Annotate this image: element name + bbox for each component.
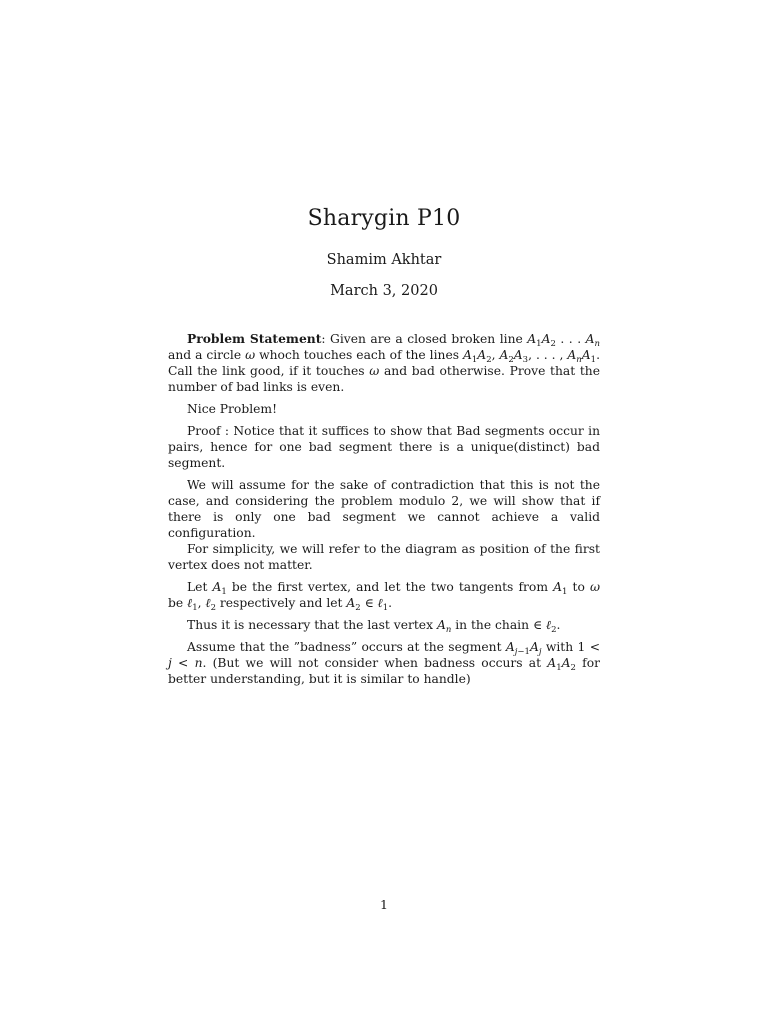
paper-author: Shamim Akhtar <box>326 252 442 268</box>
paper-body <box>168 331 600 687</box>
nice-problem-paragraph: Nice Problem! <box>187 402 278 416</box>
simplicity-paragraph: For simplicity, we will refer to the diagram as position of the first vertex does not matter. <box>168 542 600 572</box>
problem-statement-label: Problem Statement <box>187 331 322 346</box>
contradiction-paragraph: We will assume for the sake of contradiction that this is not the case, and considering the problem modulo 2, we will show that if there is only one bad segment we cannot achieve a valid configuration. <box>168 478 600 540</box>
paper-title: Sharygin P10 <box>307 206 461 231</box>
last-vertex-paragraph: Thus it is necessary that the last vertex $A_n$ in the chain ∈ ℓ$_2$. <box>187 618 561 635</box>
page-number: 1 <box>380 897 388 912</box>
proof-paragraph: Proof : Notice that it suffices to show that Bad segments occur in pairs, hence for one bad segment there is a unique(distinct) bad segment. <box>168 424 600 470</box>
paper-date: March 3, 2020 <box>330 283 438 299</box>
let-vertex-paragraph: Let $A_1$ be the first vertex, and let the two tangents from $A_1$ to ω be ℓ$_1$, ℓ$_2$ respectively and let $A_2$ ∈ ℓ$_1$. <box>168 580 600 613</box>
problem-statement: Problem Statement: Given are a closed broken line $A_1A_2$ . . . $A_n$ and a circle ω whoch touches each of the lines $A_1A_2$, $A_2A_3$, . . . , $A_nA_1$. Call the link good, if it touches ω and bad otherwise. Prove that the number of bad links is even. <box>168 331 600 394</box>
badness-paragraph: Assume that the ”badness” occurs at the segment $A_{j-1}A_j$ with 1 < j < n. (But we will not consider when badness occurs at $A_1A_2$ for better understanding, but it is similar to handle) <box>168 640 600 686</box>
